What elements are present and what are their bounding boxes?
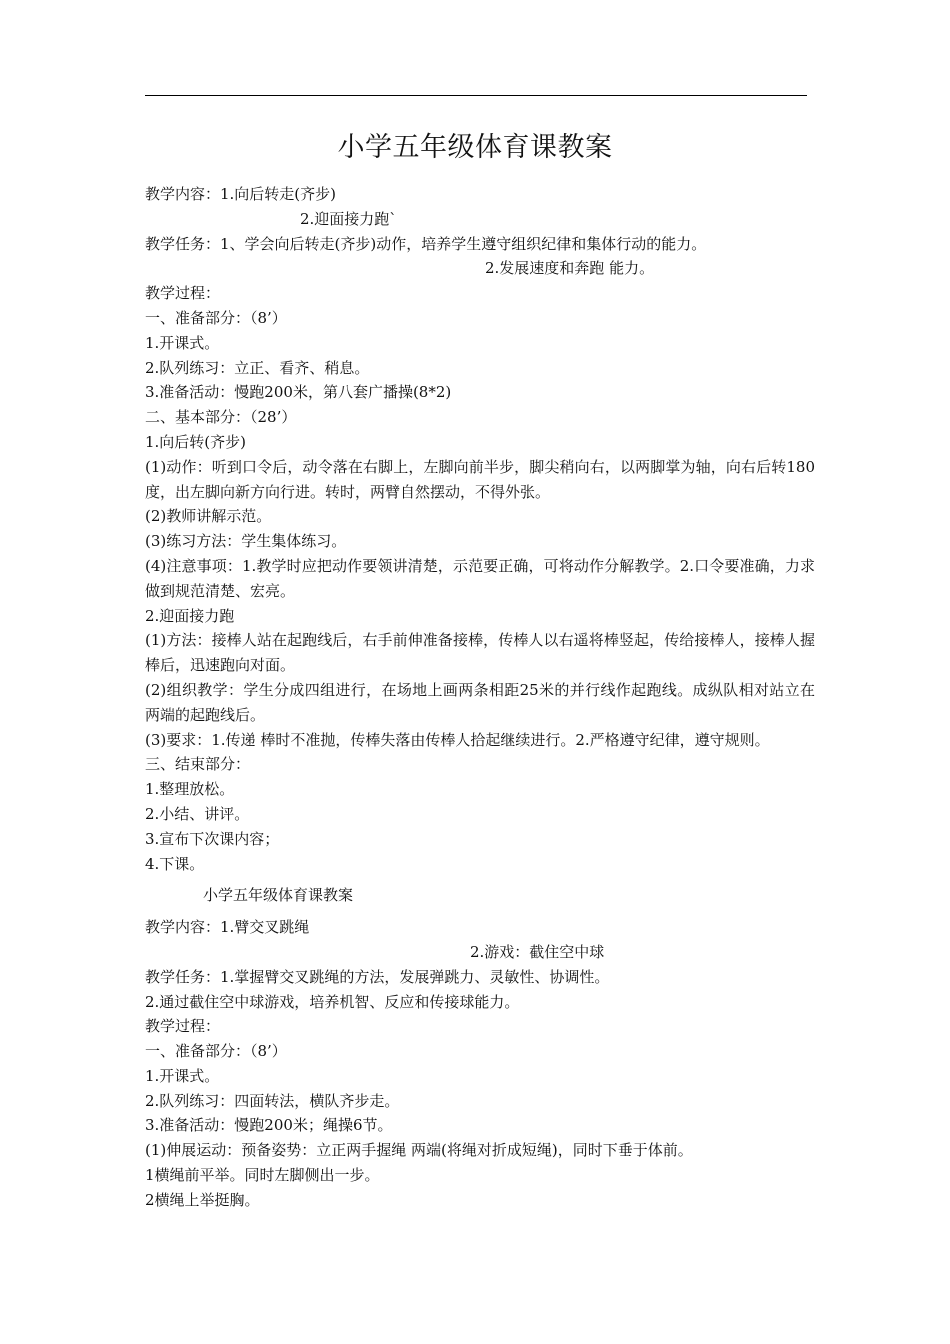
text-line: 教学过程：: [145, 1017, 221, 1036]
text-line: 3.准备活动：慢跑200米，第八套广播操(8*2): [145, 383, 452, 402]
text-line: 2.小结、讲评。: [145, 804, 250, 823]
text-line: (4)注意事项：1.教学时应把动作要领讲清楚，示范要正确，可将动作分解教学。2.口令要准确，力求做到规范清楚、宏亮。: [145, 556, 815, 600]
text-line: 教学内容：1.向后转走(齐步): [145, 185, 337, 203]
text-line: 教学任务：1.掌握臂交叉跳绳的方法，发展弹跳力、灵敏性、协调性。: [145, 967, 610, 986]
text-line: 2.队列练习：立正、看齐、稍息。: [145, 358, 370, 377]
text-line: 2.游戏：截住空中球: [470, 942, 605, 961]
text-line: 1.向后转(齐步): [145, 432, 247, 451]
lesson-one-section: [145, 182, 815, 876]
text-line: 一、准备部分：（8’）: [145, 308, 287, 327]
text-line: 3.准备活动：慢跑200米；绳操6节。: [145, 1116, 393, 1135]
lesson-two-heading: 小学五年级体育课教案: [203, 886, 354, 905]
text-line: 教学内容：1.臂交叉跳绳: [145, 918, 310, 937]
text-line: 1.开课式。: [145, 1066, 220, 1085]
text-line: 教学任务：1、学会向后转走(齐步)动作，培养学生遵守组织纪律和集体行动的能力。: [145, 234, 707, 253]
text-line: 2.发展速度和奔跑 能力。: [485, 259, 655, 278]
text-line: 一、准备部分：（8’）: [145, 1042, 287, 1061]
text-line: 2.迎面接力跑: [145, 606, 235, 625]
text-line: (3)练习方法：学生集体练习。: [145, 532, 347, 551]
text-line: 教学过程：: [145, 284, 221, 303]
lesson-two-section: [145, 915, 815, 1213]
text-line: 2.通过截住空中球游戏，培养机智、反应和传接球能力。: [145, 992, 520, 1011]
text-line: 3.宣布下次课内容；: [145, 829, 280, 848]
text-line: 2.迎面接力跑`: [300, 209, 397, 228]
text-line: 1.整理放松。: [145, 780, 235, 799]
text-line: 2.队列练习：四面转法，横队齐步走。: [145, 1091, 400, 1110]
text-line: (1)伸展运动：预备姿势：立正两手握绳 两端(将绳对折成短绳)，同时下垂于体前。: [145, 1141, 693, 1160]
document-body: [145, 182, 815, 1213]
text-line: (3)要求：1.传递 棒时不准抛，传棒失落由传棒人拾起继续进行。2.严格遵守纪律，遵守规则。: [145, 730, 770, 749]
text-line: 二、基本部分：（28’）: [145, 408, 297, 427]
text-line: 4.下课。: [145, 854, 205, 873]
text-line: (2)教师讲解示范。: [145, 507, 272, 526]
header-rule: [145, 95, 807, 96]
text-line: (1)方法：接棒人站在起跑线后，右手前伸准备接棒，传棒人以右遥将棒竖起，传给接棒人，接棒人握棒后，迅速跑向对面。: [145, 631, 815, 675]
text-line: 2横绳上举挺胸。: [145, 1190, 260, 1209]
text-line: 1.开课式。: [145, 333, 220, 352]
text-line: 1横绳前平举。同时左脚侧出一步。: [145, 1166, 380, 1185]
text-line: (1)动作：听到口令后，动令落在右脚上，左脚向前半步，脚尖稍向右，以两脚掌为轴，向右后转180度，出左脚向新方向行进。转时，两臂自然摆动，不得外张。: [145, 457, 815, 501]
text-line: (2)组织教学：学生分成四组进行，在场地上画两条相距25米的并行线作起跑线。成纵队相对站立在两端的起跑线后。: [145, 680, 815, 724]
page-title: 小学五年级体育课教案: [337, 132, 613, 163]
text-line: 三、结束部分：: [145, 755, 251, 774]
